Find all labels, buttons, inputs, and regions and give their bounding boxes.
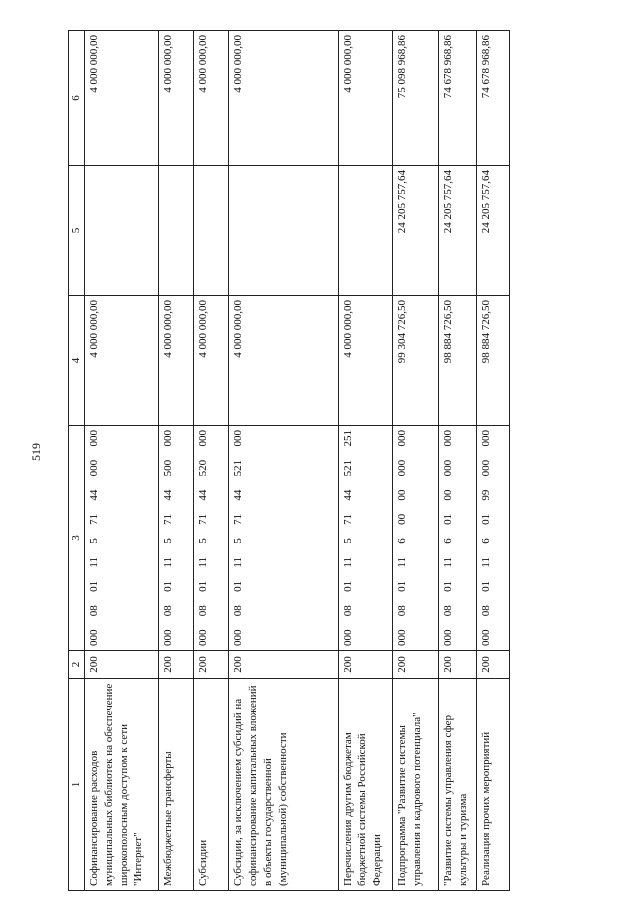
code-segment: 000 [341, 629, 354, 646]
row-col2: 200 [194, 651, 229, 679]
code-segments [87, 430, 102, 646]
table-row [393, 31, 439, 891]
row-col2: 200 [338, 651, 393, 679]
header-col-3: 3 [69, 426, 85, 651]
code-segment: 08 [162, 605, 175, 617]
code-segment: 521 [341, 459, 354, 477]
code-segment: 000 [232, 430, 245, 447]
rotated-table-container [68, 31, 510, 891]
code-segment: 00 [396, 489, 409, 501]
code-segment: 08 [442, 605, 455, 617]
row-code [393, 426, 439, 651]
code-segment: 000 [232, 629, 245, 646]
code-segment: 44 [87, 489, 100, 501]
code-segment: 44 [341, 489, 354, 501]
row-col5: 24 205 757,64 [477, 166, 510, 296]
code-segment: 6 [396, 538, 409, 544]
header-row [69, 31, 85, 891]
row-col2: 200 [439, 651, 477, 679]
row-name: Перечисления другим бюджетам бюджетной системы Российской Федерации [338, 679, 393, 891]
code-segment: 000 [162, 430, 175, 447]
row-code [338, 426, 393, 651]
code-segment: 000 [480, 629, 493, 646]
row-col4: 98 884 726,50 [439, 296, 477, 426]
code-segment: 71 [87, 513, 100, 525]
row-col6: 4 000 000,00 [229, 31, 338, 166]
row-col2: 200 [477, 651, 510, 679]
code-segment: 11 [341, 557, 354, 568]
table-row [84, 31, 158, 891]
code-segment: 000 [87, 459, 100, 477]
row-code [159, 426, 194, 651]
row-col6: 74 678 968,86 [477, 31, 510, 166]
header-col-4: 4 [69, 296, 85, 426]
row-col4: 99 304 726,50 [393, 296, 439, 426]
code-segment: 251 [341, 430, 354, 447]
code-segment: 08 [87, 605, 100, 617]
code-segment: 08 [396, 605, 409, 617]
row-col2: 200 [84, 651, 158, 679]
code-segment: 08 [341, 605, 354, 617]
code-segment: 000 [442, 430, 455, 447]
code-segment: 000 [442, 629, 455, 646]
code-segment: 08 [197, 605, 210, 617]
row-name: Реализация прочих мероприятий [477, 679, 510, 891]
code-segment: 01 [442, 513, 455, 525]
code-segment: 500 [162, 459, 175, 477]
row-col5 [84, 166, 158, 296]
code-segment: 000 [87, 629, 100, 646]
row-name: Софинансирование расходов муниципальных библиотек на обеспечение широкополосным доступом к сети "Интернет" [84, 679, 158, 891]
table-row [194, 31, 229, 891]
code-segment: 01 [480, 513, 493, 525]
code-segment: 71 [162, 513, 175, 525]
code-segments [341, 430, 356, 646]
code-segment: 44 [162, 489, 175, 501]
code-segment: 71 [197, 513, 210, 525]
code-segment: 520 [197, 459, 210, 477]
code-segment: 000 [480, 459, 493, 477]
code-segments [196, 430, 211, 646]
row-name: Межбюджетные трансферты [159, 679, 194, 891]
code-segment: 5 [232, 538, 245, 544]
row-col2: 200 [159, 651, 194, 679]
table-row [159, 31, 194, 891]
header-col-1: 1 [69, 679, 85, 891]
row-col2: 200 [229, 651, 338, 679]
row-col5 [338, 166, 393, 296]
code-segment: 000 [480, 430, 493, 447]
code-segment: 5 [197, 538, 210, 544]
code-segment: 000 [197, 629, 210, 646]
code-segments [161, 430, 176, 646]
row-name: "Развитие системы управления сфер культуры и туризма [439, 679, 477, 891]
code-segment: 44 [232, 489, 245, 501]
code-segment: 11 [197, 557, 210, 568]
code-segment: 01 [197, 580, 210, 592]
code-segment: 6 [480, 538, 493, 544]
code-segment: 00 [396, 513, 409, 525]
code-segment: 521 [232, 459, 245, 477]
code-segment: 71 [232, 513, 245, 525]
code-segment: 11 [480, 557, 493, 568]
header-col-2: 2 [69, 651, 85, 679]
code-segment: 99 [480, 489, 493, 501]
code-segment: 11 [396, 557, 409, 568]
code-segment: 000 [442, 459, 455, 477]
code-segment: 01 [480, 580, 493, 592]
row-col5: 24 205 757,64 [439, 166, 477, 296]
code-segment: 11 [232, 557, 245, 568]
table-body [84, 31, 509, 891]
row-col4: 4 000 000,00 [84, 296, 158, 426]
code-segment: 71 [341, 513, 354, 525]
code-segment: 11 [87, 557, 100, 568]
code-segment: 11 [162, 557, 175, 568]
code-segment: 01 [232, 580, 245, 592]
row-col4: 4 000 000,00 [159, 296, 194, 426]
code-segment: 6 [442, 538, 455, 544]
code-segments [395, 430, 410, 646]
code-segment: 000 [396, 459, 409, 477]
code-segment: 44 [197, 489, 210, 501]
row-col2: 200 [393, 651, 439, 679]
row-col5 [159, 166, 194, 296]
page-number: 519 [29, 443, 43, 461]
code-segment: 08 [480, 605, 493, 617]
table-row [229, 31, 338, 891]
row-col6: 4 000 000,00 [194, 31, 229, 166]
row-code [84, 426, 158, 651]
row-col4: 4 000 000,00 [338, 296, 393, 426]
table-row [439, 31, 477, 891]
code-segment: 01 [162, 580, 175, 592]
budget-table [68, 30, 510, 891]
row-col6: 75 098 968,86 [393, 31, 439, 166]
row-col6: 74 678 968,86 [439, 31, 477, 166]
code-segment: 000 [162, 629, 175, 646]
row-code [229, 426, 338, 651]
row-name: Субсидии [194, 679, 229, 891]
header-col-5: 5 [69, 166, 85, 296]
row-code [477, 426, 510, 651]
table-row [477, 31, 510, 891]
row-col4: 4 000 000,00 [229, 296, 338, 426]
row-col6: 4 000 000,00 [338, 31, 393, 166]
code-segment: 000 [197, 430, 210, 447]
code-segment: 11 [442, 557, 455, 568]
row-code [439, 426, 477, 651]
code-segment: 000 [396, 430, 409, 447]
row-name: Субсидии, за исключением субсидий на софинансирование капитальных вложений в объекты государственной (муниципальной) собственности [229, 679, 338, 891]
code-segments [479, 430, 494, 646]
row-col6: 4 000 000,00 [84, 31, 158, 166]
row-col5 [194, 166, 229, 296]
code-segment: 08 [232, 605, 245, 617]
table-row [338, 31, 393, 891]
row-col5: 24 205 757,64 [393, 166, 439, 296]
code-segment: 01 [442, 580, 455, 592]
row-col4: 4 000 000,00 [194, 296, 229, 426]
row-col5 [229, 166, 338, 296]
row-col6: 4 000 000,00 [159, 31, 194, 166]
row-name: Подпрограмма "Развитие системы управления и кадрового потенциала" [393, 679, 439, 891]
code-segment: 000 [396, 629, 409, 646]
code-segment: 01 [341, 580, 354, 592]
code-segment: 000 [87, 430, 100, 447]
row-col4: 98 884 726,50 [477, 296, 510, 426]
code-segment: 01 [87, 580, 100, 592]
header-col-6: 6 [69, 31, 85, 166]
code-segments [441, 430, 456, 646]
code-segment: 5 [87, 538, 100, 544]
code-segment: 5 [162, 538, 175, 544]
row-code [194, 426, 229, 651]
code-segments [231, 430, 246, 646]
code-segment: 01 [396, 580, 409, 592]
code-segment: 00 [442, 489, 455, 501]
code-segment: 5 [341, 538, 354, 544]
